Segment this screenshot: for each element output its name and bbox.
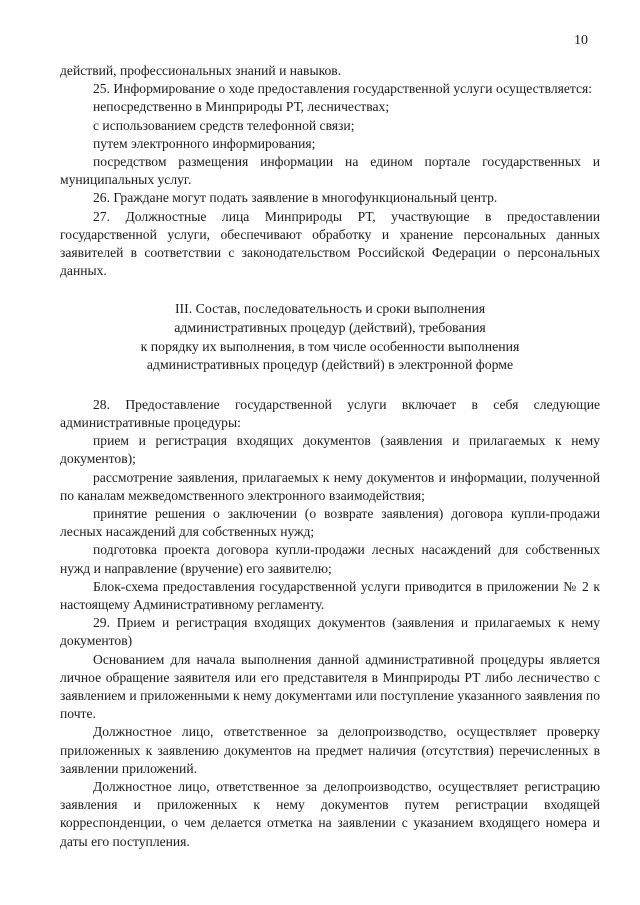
paragraph: подготовка проекта договора купли-продажи лесных насаждений для собственных нужд и направление (вручение) его заявителю;: [60, 542, 600, 576]
paragraph: принятие решения о заключении (о возврате заявления) договора купли-продажи лесных насаждений для собственных нужд;: [60, 506, 600, 540]
paragraph: 28. Предоставление государственной услуги включает в себя следующие административные процедуры:: [60, 396, 600, 431]
section-heading-line: III. Состав, последовательность и сроки выполнения: [174, 301, 486, 317]
paragraph: 29. Прием и регистрация входящих документов (заявления и прилагаемых к нему документов): [60, 615, 600, 649]
document-body: [60, 62, 600, 851]
section-heading: [60, 300, 600, 374]
paragraph-group-top: [60, 62, 600, 280]
paragraph: непосредственно в Минприроды РТ, лесничествах;: [93, 99, 390, 115]
paragraph: 27. Должностные лица Минприроды РТ, участвующие в предоставлении государственной услуги, обеспечивают обработку и хранение персональных данных заявителей в соответствии с законодательством Российской Федерации о персональных данных.: [60, 208, 600, 279]
paragraph: Должностное лицо, ответственное за делопроизводство, осуществляет проверку приложенных к заявлению документов на предмет наличия (отсутствия) перечисленных в заявлении приложений.: [60, 724, 600, 776]
section-heading-line: административных процедур (действий) в электронной форме: [146, 357, 514, 373]
paragraph: Основанием для начала выполнения данной административной процедуры является личное обращение заявителя или его представителя в Минприроды РТ либо лесничество с заявлением и приложенными к нему документами или поступление указанного заявления по почте.: [60, 651, 600, 722]
page-number: 10: [574, 33, 588, 48]
paragraph: с использованием средств телефонной связи;: [93, 117, 355, 133]
paragraph-group-bottom: [60, 396, 600, 851]
paragraph: посредством размещения информации на едином портале государственных и муниципальных услуг.: [60, 154, 600, 188]
paragraph: рассмотрение заявления, прилагаемых к нему документов и информации, полученной по каналам межведомственного электронного взаимодействия;: [60, 469, 600, 503]
section-heading-line: к порядку их выполнения, в том числе особенности выполнения: [140, 338, 520, 354]
paragraph: прием и регистрация входящих документов (заявления и прилагаемых к нему документов);: [60, 433, 600, 467]
paragraph: путем электронного информирования;: [93, 135, 316, 151]
paragraph: действий, профессиональных знаний и навыков.: [60, 63, 342, 78]
section-heading-line: административных процедур (действий), требования: [174, 320, 486, 336]
paragraph: Должностное лицо, ответственное за делопроизводство, осуществляет регистрацию заявления и приложенных к нему документов путем регистрации входящей корреспонденции, о чем делается отметка на заявлении с указанием входящего номера и даты его поступления.: [60, 779, 600, 849]
paragraph: 26. Граждане могут подать заявление в многофункциональный центр.: [93, 190, 498, 206]
paragraph: Блок-схема предоставления государственной услуги приводится в приложении № 2 к настоящему Административному регламенту.: [60, 578, 600, 613]
paragraph: 25. Информирование о ходе предоставления государственной услуги осуществляется:: [93, 81, 593, 97]
